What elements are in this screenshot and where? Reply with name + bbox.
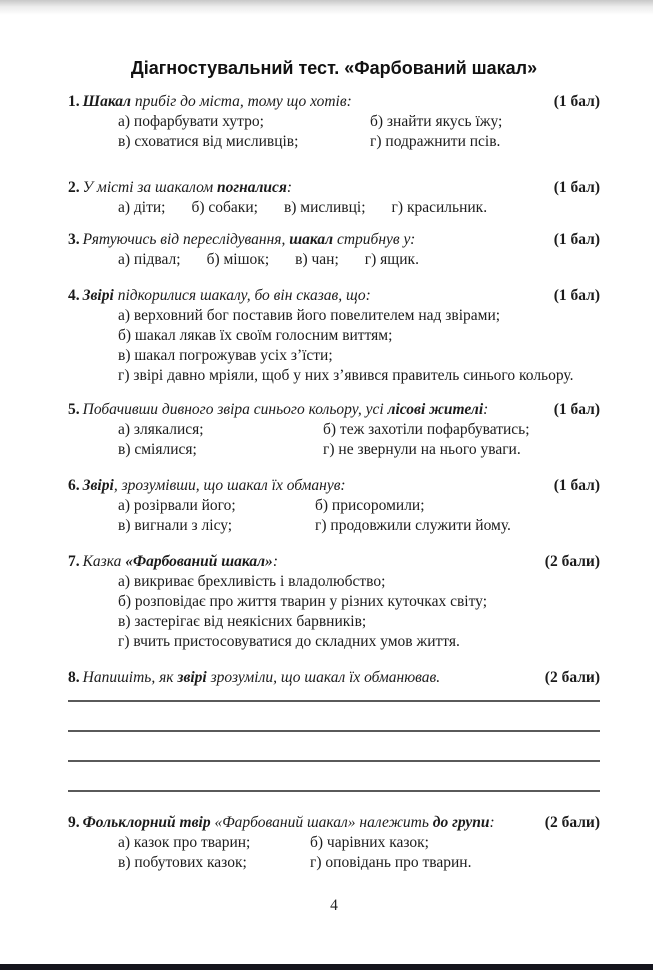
- question-header: [68, 230, 600, 250]
- option: а) казок про тварин;: [118, 834, 251, 851]
- question-stem: [68, 286, 371, 306]
- question-points: (1 бал): [553, 93, 600, 110]
- page-bottom-edge: [0, 964, 653, 970]
- question-number: 3.: [68, 231, 80, 248]
- option: г) оповідань про тварин.: [310, 854, 472, 871]
- question-2: [68, 178, 600, 218]
- option: г) вчить пристосовуватися до складних умов життя.: [118, 633, 460, 650]
- question-header: [68, 286, 600, 306]
- stem-segment: прибіг до міста, тому що хотів:: [131, 93, 352, 110]
- question-options: [68, 250, 600, 270]
- question-points: (2 бали): [544, 553, 600, 570]
- stem-segment: лісові жителі: [387, 401, 484, 418]
- question-header: [68, 476, 600, 496]
- question-4: [68, 286, 600, 386]
- question-options: [68, 420, 600, 460]
- option: в) мисливці;: [283, 199, 366, 216]
- option: в) шакал погрожував усіх з’їсти;: [118, 347, 333, 364]
- option: а) розірвали його;: [118, 497, 236, 514]
- option: а) діти;: [118, 199, 166, 216]
- option: б) чарівних казок;: [310, 834, 429, 851]
- question-stem: [68, 552, 278, 572]
- option: б) мішок;: [206, 251, 270, 268]
- question-options: [68, 572, 600, 652]
- question-stem: [68, 400, 488, 420]
- option: г) не звернули на нього уваги.: [323, 441, 521, 458]
- question-6: [68, 476, 600, 536]
- answer-line: [68, 762, 600, 792]
- page-title: Діагностувальний тест. «Фарбований шакал»: [130, 58, 538, 78]
- page-number: 4: [330, 897, 338, 914]
- option: б) шакал лякав їх своїм голосним виттям;: [118, 327, 393, 344]
- stem-segment: підкорилися шакалу, бо він сказав, що:: [113, 287, 371, 304]
- question-options: [68, 496, 600, 536]
- option: г) подражнити псів.: [370, 133, 501, 150]
- option: б) собаки;: [191, 199, 258, 216]
- stem-segment: зрозуміли, що шакал їх обманював.: [206, 669, 441, 686]
- stem-segment: звірі: [177, 669, 207, 686]
- stem-segment: Рятуючись від переслідування,: [82, 231, 290, 248]
- answer-lines: [68, 688, 600, 792]
- question-stem: [68, 178, 292, 198]
- stem-segment: до групи: [432, 814, 490, 831]
- stem-segment: Шакал: [82, 93, 132, 110]
- stem-segment: :: [286, 179, 293, 196]
- question-5: [68, 400, 600, 460]
- question-number: 8.: [68, 669, 80, 686]
- stem-segment: Звірі: [82, 287, 114, 304]
- option: в) сміялися;: [118, 441, 197, 458]
- question-header: [68, 813, 600, 833]
- question-options: [68, 833, 600, 873]
- question-stem: [68, 813, 495, 833]
- answer-line: [68, 702, 600, 732]
- question-header: [68, 178, 600, 198]
- question-points: (1 бал): [553, 401, 600, 418]
- question-number: 1.: [68, 93, 80, 110]
- question-options: [68, 112, 600, 152]
- stem-segment: Казка: [82, 553, 126, 570]
- question-9: [68, 813, 600, 873]
- option: а) підвал;: [118, 251, 181, 268]
- option: г) красильник.: [391, 199, 488, 216]
- answer-line: [68, 732, 600, 762]
- question-stem: [68, 230, 415, 250]
- question-7: [68, 552, 600, 652]
- stem-segment: :: [272, 553, 278, 570]
- question-number: 2.: [68, 179, 80, 196]
- option: в) вигнали з лісу;: [118, 517, 233, 534]
- option: в) сховатися від мисливців;: [118, 133, 299, 150]
- question-points: (2 бали): [544, 814, 600, 831]
- question-number: 7.: [68, 553, 80, 570]
- question-header: [68, 668, 600, 688]
- questions-list: [68, 92, 600, 873]
- stem-segment: Напишіть, як: [82, 669, 178, 686]
- question-points: (1 бал): [553, 179, 600, 196]
- stem-segment: Звірі: [82, 477, 114, 494]
- question-stem: [68, 476, 346, 496]
- question-number: 4.: [68, 287, 80, 304]
- stem-segment: «Фарбований шакал»: [125, 553, 273, 570]
- question-header: [68, 92, 600, 112]
- question-points: (1 бал): [553, 287, 600, 304]
- option: г) ящик.: [364, 251, 419, 268]
- option: г) звірі давно мріяли, щоб у них з’явився правитель синього кольору.: [118, 367, 574, 384]
- option: а) викриває брехливість і владолюбство;: [118, 573, 386, 590]
- stem-segment: «Фарбований шакал» належить: [210, 814, 433, 831]
- option: в) побутових казок;: [118, 854, 247, 871]
- page-top-shadow: [0, 0, 653, 15]
- option: в) застерігає від неякісних барвників;: [118, 613, 367, 630]
- question-points: (1 бал): [553, 477, 600, 494]
- option: б) теж захотіли пофарбуватись;: [323, 421, 530, 438]
- option: а) пофарбувати хутро;: [118, 113, 264, 130]
- question-stem: [68, 92, 352, 112]
- question-points: (1 бал): [553, 231, 600, 248]
- question-1: [68, 92, 600, 152]
- question-stem: [68, 668, 440, 688]
- question-number: 6.: [68, 477, 80, 494]
- stem-segment: Фольклорний твір: [82, 814, 211, 831]
- question-header: [68, 400, 600, 420]
- option: а) верховний бог поставив його повелителем над звірами;: [118, 307, 501, 324]
- stem-segment: Побачивши дивного звіра синього кольору, усі: [82, 401, 388, 418]
- question-number: 9.: [68, 814, 80, 831]
- question-header: [68, 552, 600, 572]
- stem-segment: , зрозумівши, що шакал їх обманув:: [113, 477, 346, 494]
- option: б) присоромили;: [315, 497, 425, 514]
- question-8: [68, 668, 600, 792]
- answer-line: [68, 688, 600, 702]
- question-options: [68, 306, 600, 386]
- stem-segment: У місті за шакалом: [82, 179, 217, 196]
- option: г) продовжили служити йому.: [315, 517, 511, 534]
- question-options: [68, 198, 600, 218]
- question-3: [68, 230, 600, 270]
- stem-segment: погналися: [217, 179, 287, 196]
- option: а) злякалися;: [118, 421, 204, 438]
- question-number: 5.: [68, 401, 80, 418]
- stem-segment: :: [483, 401, 489, 418]
- stem-segment: :: [489, 814, 495, 831]
- stem-segment: стрибнув у:: [333, 231, 416, 248]
- option: б) розповідає про життя тварин у різних куточках світу;: [118, 593, 488, 610]
- option: в) чан;: [295, 251, 339, 268]
- option: б) знайти якусь їжу;: [370, 113, 503, 130]
- question-points: (2 бали): [544, 669, 600, 686]
- stem-segment: шакал: [289, 231, 334, 248]
